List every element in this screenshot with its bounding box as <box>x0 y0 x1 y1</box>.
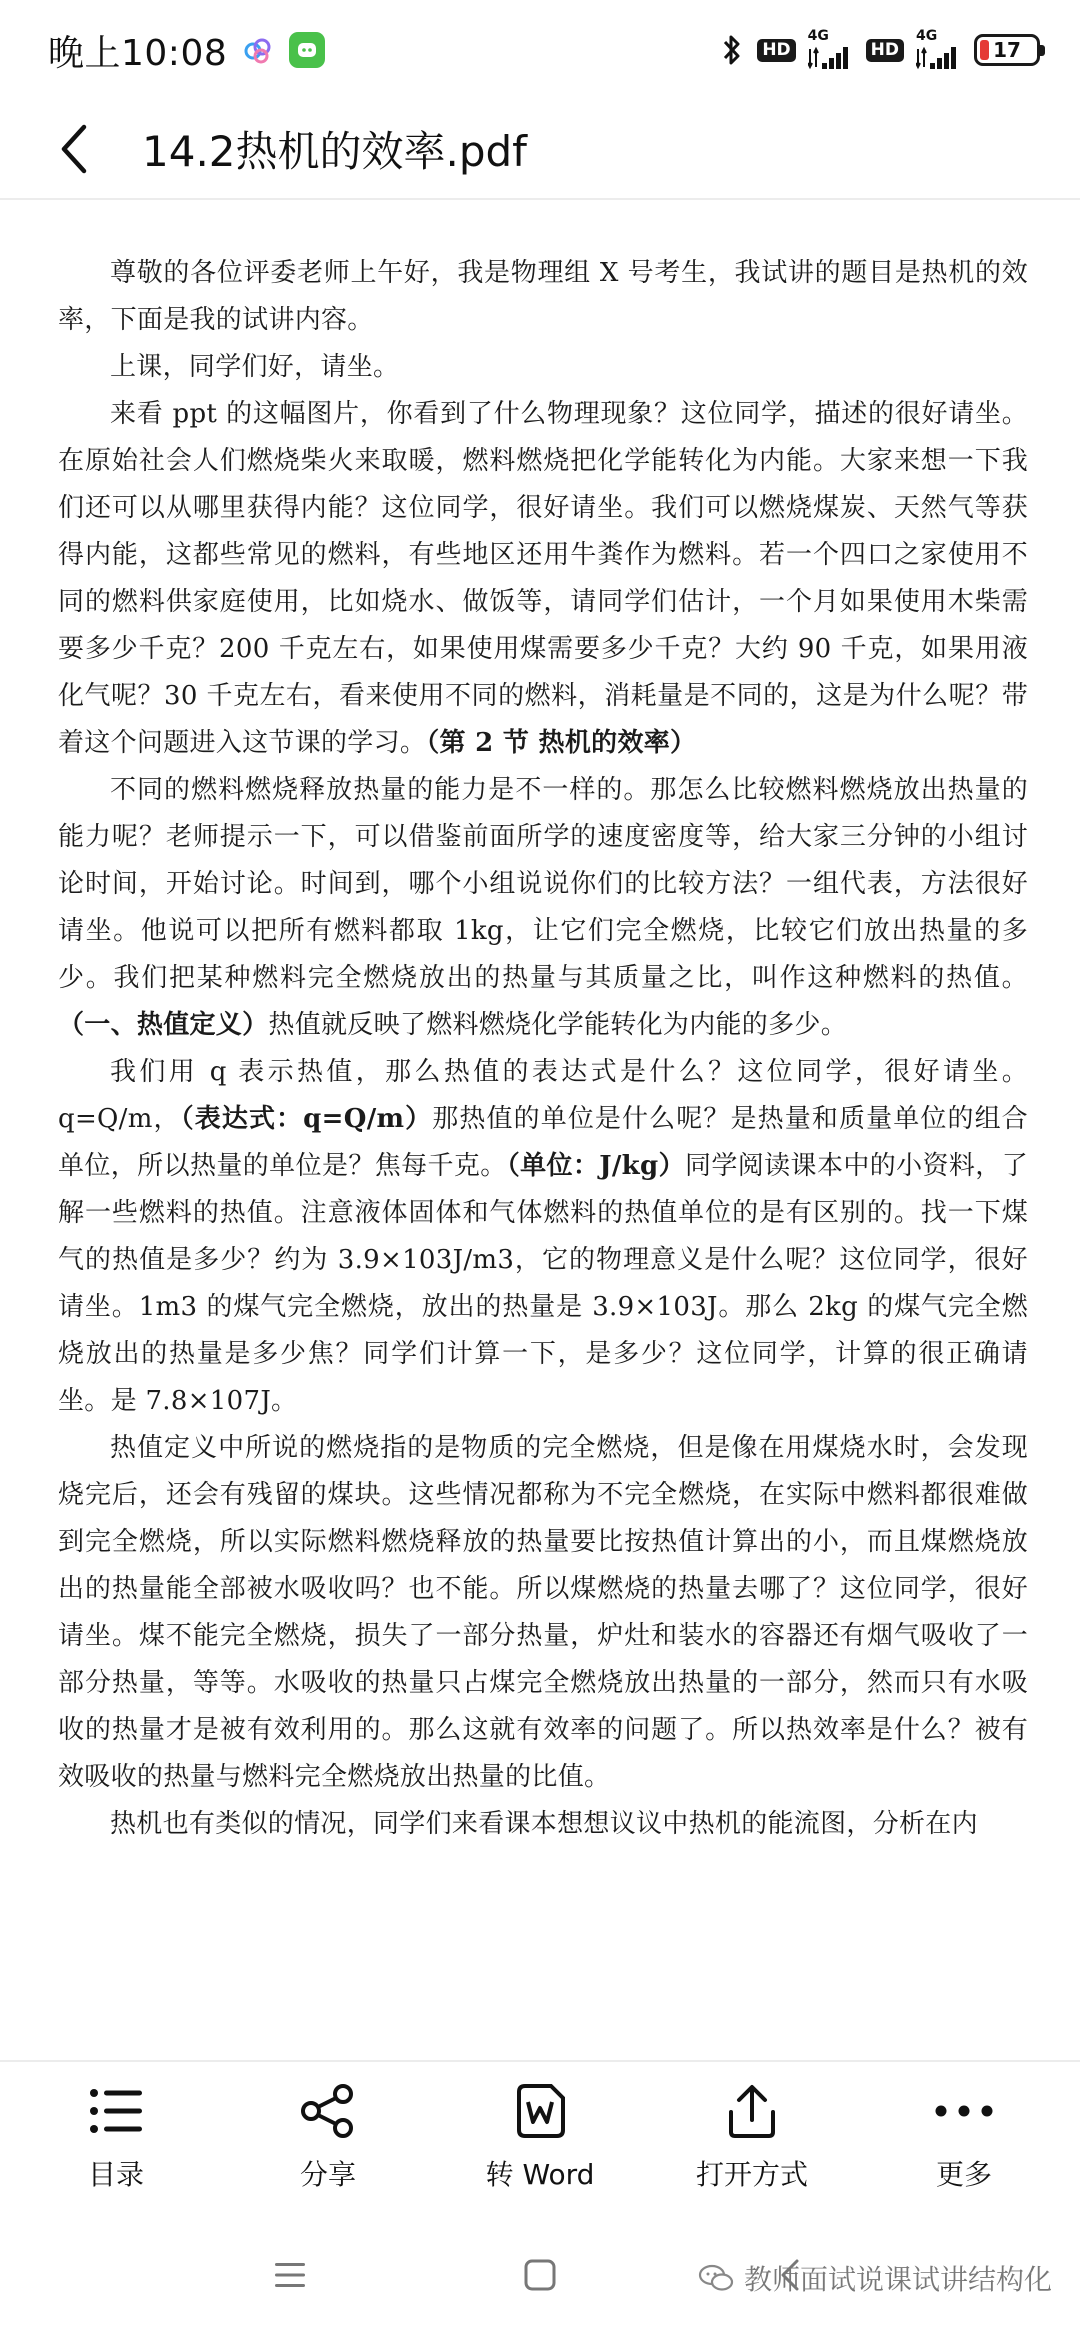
doc-paragraph-4-tail: 热值就反映了燃料燃烧化学能转化为内能的多少。 <box>268 1010 848 1040</box>
convert-word-button[interactable] <box>440 2079 640 2193</box>
unit-heading: （单位：J/kg） <box>506 1151 685 1181</box>
definition-heading: （一、热值定义） <box>58 1010 269 1040</box>
convert-word-label: 转 Word <box>485 2158 595 2191</box>
wechat-icon <box>698 2263 734 2293</box>
open-with-button[interactable] <box>652 2079 852 2193</box>
doc-paragraph-5-c: 同学阅读课本中的小资料，了解一些燃料的热值。注意液体固体和气体燃料的热值单位的是有区别的。找一下煤气的热值是多少？约为 3.9×103J/m3，它的物理意义是什么呢？这位同学，很好请坐。1m3 的煤气完全燃烧，放出的热量是 3.9×103J。那么 2kg 的煤气完全燃烧放出的热量是多少焦？同学们计算一下，是多少？这位同学，计算的很正确请坐。是 7.8×107J。 <box>58 1151 1028 1416</box>
section-heading: （第 2 节 热机的效率） <box>426 728 697 758</box>
signal-icon-1 <box>808 45 854 71</box>
doc-paragraph-6: 热值定义中所说的燃烧指的是物质的完全燃烧，但是像在用煤烧水时，会发现烧完后，还会有残留的煤块。这些情况都称为不完全燃烧，在实际中燃料都很难做到完全燃烧，所以实际燃料燃烧释放的热量要比按热值计算出的小，而且煤燃烧放出的热量能全部被水吸收吗？也不能。所以煤燃烧的热量去哪了？这位同学，很好请坐。煤不能完全燃烧，损失了一部分热量，炉灶和装水的容器还有烟气吸收了一部分热量，等等。水吸收的热量只占煤完全燃烧放出热量的一部分，然而只有水吸收的热量才是被有效利用的。那么这就有效率的问题了。所以热效率是什么？被有效吸收的热量与燃料完全燃烧放出热量的比值。 <box>58 1433 1028 1792</box>
doc-paragraph-3-text: 来看 ppt 的这幅图片，你看到了什么物理现象？这位同学，描述的很好请坐。在原始社会人们燃烧柴火来取暖，燃料燃烧把化学能转化为内能。大家来想一下我们还可以从哪里获得内能？这位同学，很好请坐。我们可以燃烧煤炭、天然气等获得内能，这都些常见的燃料，有些地区还用牛粪作为燃料。若一个四口之家使用不同的燃料供家庭使用，比如烧水、做饭等，请同学们估计，一个月如果使用木柴需要多少千克？200 千克左右，如果使用煤需要多少千克？大约 90 千克，如果用液化气呢？30 千克左右，看来使用不同的燃料，消耗量是不同的，这是为什么呢？带着这个问题进入这节课的学习。 <box>58 399 1028 758</box>
more-button[interactable] <box>864 2079 1064 2193</box>
more-label: 更多 <box>935 2158 992 2191</box>
network-type-2: 4G <box>916 28 938 44</box>
signal-group-1 <box>808 29 854 71</box>
doc-paragraph-5 <box>58 1049 1028 1425</box>
status-right <box>719 29 1040 71</box>
share-icon <box>296 2079 360 2143</box>
cloud-app-icon <box>241 33 275 67</box>
doc-paragraph-7: 热机也有类似的情况，同学们来看课本想想议议中热机的能流图，分析在内 <box>110 1809 978 1839</box>
battery-icon <box>974 34 1040 66</box>
signal-group-2 <box>916 29 962 71</box>
hd-badge-2: HD <box>866 39 904 62</box>
bluetooth-icon <box>719 32 745 68</box>
doc-paragraph-1: 尊敬的各位评委老师上午好，我是物理组 X 号考生，我试讲的题目是热机的效率，下面是我的试讲内容。 <box>58 258 1028 335</box>
nav-home-button[interactable] <box>515 2250 565 2300</box>
home-square-icon <box>523 2258 557 2292</box>
menu-icon <box>273 2260 307 2290</box>
network-type-1: 4G <box>807 28 829 44</box>
open-with-icon <box>720 2079 784 2143</box>
doc-paragraph-2: 上课，同学们好，请坐。 <box>110 352 400 382</box>
bottom-toolbar <box>0 2060 1080 2210</box>
back-arrow-icon <box>56 121 90 177</box>
list-icon <box>84 2079 148 2143</box>
doc-paragraph-4-text: 不同的燃料燃烧释放热量的能力是不一样的。那怎么比较燃料燃烧放出热量的能力呢？老师提示一下，可以借鉴前面所学的速度密度等，给大家三分钟的小组讨论时间，开始讨论。时间到，哪个小组说说你们的比较方法？一组代表，方法很好请坐。他说可以把所有燃料都取 1kg，让它们完全燃烧，比较它们放出热量的多少。我们把某种燃料完全燃烧放出的热量与其质量之比，叫作这种燃料的热值。 <box>58 775 1028 993</box>
back-button[interactable] <box>56 119 106 179</box>
open-with-label: 打开方式 <box>695 2158 808 2191</box>
watermark-text: 教师面试说课试讲结构化 <box>743 2263 1052 2296</box>
doc-paragraph-3 <box>58 391 1028 767</box>
page-title: 14.2热机的效率.pdf <box>142 127 527 176</box>
word-icon <box>508 2079 572 2143</box>
status-bar <box>0 0 1080 100</box>
share-button[interactable] <box>228 2079 428 2193</box>
formula-heading: （表达式：q=Q/m） <box>180 1104 433 1134</box>
toc-button[interactable] <box>16 2079 216 2193</box>
doc-paragraph-5-b: 那热值的单位是什么呢？是热量和质量单位的组合单位，所以热量的单位是？焦每千克。 <box>58 1104 1028 1181</box>
signal-icon-2 <box>916 45 962 71</box>
share-label: 分享 <box>299 2158 356 2191</box>
status-time: 晚上10:08 <box>48 32 228 74</box>
doc-paragraph-5-a: 我们用 q 表示热值，那么热值的表达式是什么？这位同学，很好请坐。q=Q/m， <box>58 1057 1028 1134</box>
battery-percent: 17 <box>993 38 1021 62</box>
more-icon <box>932 2079 996 2143</box>
status-left <box>48 25 325 76</box>
nav-menu-button[interactable] <box>265 2250 315 2300</box>
pdf-document-view[interactable] <box>0 200 1080 2060</box>
watermark <box>698 2258 1052 2298</box>
battery-level <box>980 40 989 60</box>
doc-paragraph-4 <box>58 767 1028 1049</box>
toc-label: 目录 <box>87 2158 144 2191</box>
hd-badge-1: HD <box>757 39 795 62</box>
chat-app-icon <box>289 32 325 68</box>
title-bar <box>0 100 1080 200</box>
